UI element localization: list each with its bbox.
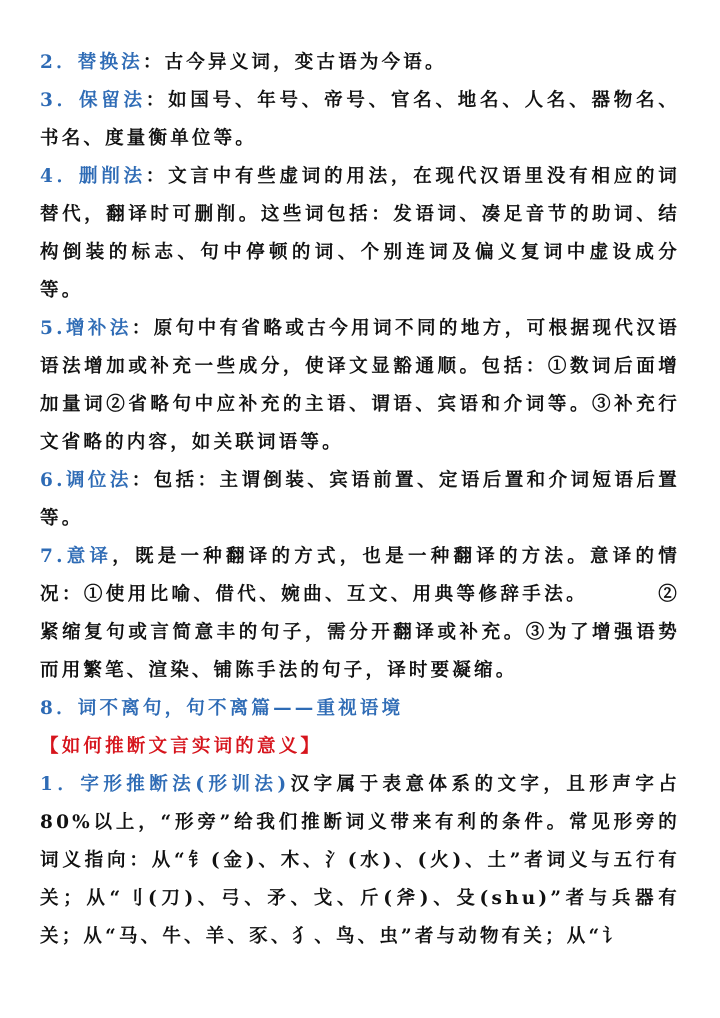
item-2 — [40, 44, 680, 82]
item-6 — [40, 462, 680, 538]
item-5-colon: ： — [131, 318, 154, 339]
item-6-term: 调位法 — [65, 470, 132, 491]
item-5-number: 5. — [40, 318, 66, 339]
item-6-text: 包括：主谓倒装、宾语前置、定语后置和介词短语后置等。 — [40, 470, 681, 529]
item-4 — [40, 158, 680, 310]
item-4-colon: ： — [145, 166, 169, 187]
item-4-term: 删削法 — [78, 166, 146, 187]
method-1-number: 1． — [40, 774, 81, 795]
item-5-text: 原句中有省略或古今用词不同的地方，可根据现代汉语语法增加或补充一些成分，使译文显豁通顺。包括：①数词后面增加量词②省略句中应补充的主语、谓语、宾语和介词等。③补充行文省略的内容，如关联词语等。 — [40, 318, 681, 453]
section-heading: 【如何推断文言实词的意义】 — [40, 736, 323, 757]
item-2-number: 2． — [40, 52, 78, 73]
item-3-number: 3． — [40, 90, 79, 111]
item-4-text: 文言中有些虚词的用法，在现代汉语里没有相应的词替代，翻译时可删削。这些词包括：发语词、凑足音节的助词、结构倒装的标志、句中停顿的词、个别连词及偏义复词中虚设成分等。 — [40, 166, 681, 301]
item-7 — [40, 538, 680, 690]
item-3-term: 保留法 — [78, 90, 146, 111]
item-5-term: 增补法 — [65, 318, 132, 339]
item-3-colon: ： — [145, 90, 169, 111]
item-7-text-b: ②紧缩复句或言简意丰的句子，需分开翻译或补充。③为了增强语势而用繁笔、渲染、铺陈手法的句子，译时要凝缩。 — [40, 584, 680, 681]
item-7-term: 意译 — [65, 546, 113, 567]
item-8-term: 词不离句，句不离篇——重视语境 — [77, 698, 404, 719]
item-5 — [40, 310, 680, 462]
item-2-colon: ： — [142, 52, 165, 73]
item-8 — [40, 690, 680, 728]
item-3-text: 如国号、年号、帝号、官名、地名、人名、器物名、书名、度量衡单位等。 — [40, 90, 681, 149]
item-4-number: 4． — [40, 166, 79, 187]
item-7-colon: ， — [112, 546, 136, 567]
item-8-number: 8． — [40, 698, 78, 719]
item-6-number: 6. — [40, 470, 66, 491]
item-7-number: 7. — [40, 546, 66, 567]
item-6-colon: ： — [131, 470, 154, 491]
method-1-text: 汉字属于表意体系的文字，且形声字占80%以上，“形旁”给我们推断词义带来有利的条件。常见形旁的词义指向：从“钅(金)、木、氵(水)、(火)、土”者词义与五行有关；从“刂(刀)、弓、矛、戈、斤(斧)、殳(shu)”者与兵器有关；从“马、牛、羊、豕、犭、鸟、虫”者与动物有关；从“讠 — [40, 774, 680, 947]
item-7-text-a: 既是一种翻译的方式，也是一种翻译的方法。意译的情况：①使用比喻、借代、婉曲、互文、用典等修辞手法。 — [40, 546, 681, 605]
method-1 — [40, 766, 680, 956]
item-3 — [40, 82, 680, 158]
item-2-text: 古今异义词，变古语为今语。 — [164, 52, 447, 73]
document-page — [40, 44, 680, 956]
method-1-term: 字形推断法(形训法) — [80, 774, 290, 795]
item-2-term: 替换法 — [77, 52, 143, 73]
